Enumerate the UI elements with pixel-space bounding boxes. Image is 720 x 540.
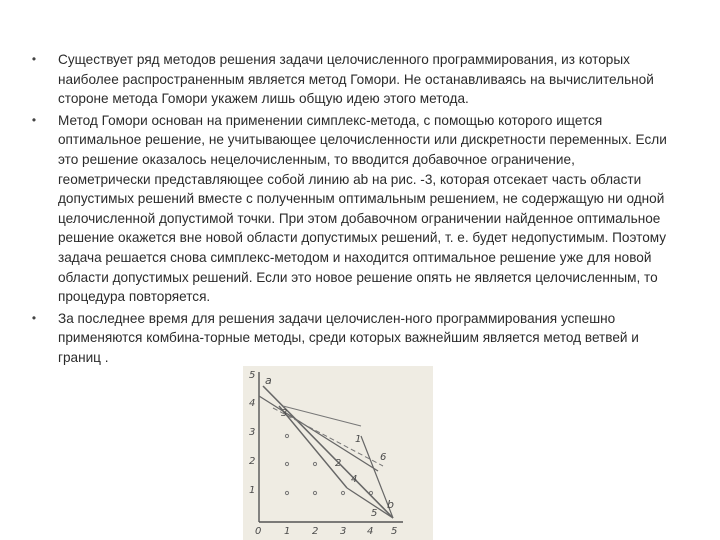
x-tick-label: 4 — [367, 526, 374, 537]
x-tick-label: 3 — [340, 526, 347, 537]
figure-svg — [243, 366, 433, 540]
x-tick-label: 0 — [255, 526, 262, 537]
bullet-item — [28, 50, 668, 109]
y-tick-label: 5 — [249, 370, 256, 381]
constraint-line-3 — [283, 406, 361, 426]
x-tick-label: 1 — [284, 526, 291, 537]
y-tick-label: 3 — [249, 427, 256, 438]
region-label-4: 4 — [351, 474, 358, 485]
objective-line-dashed — [273, 408, 383, 466]
bullet-text: Метод Гомори основан на применении симплекс-метода, с помощью которого ищется оптимальное решение, не учитывающее целочисленности или дискретности переменных. Если это решение оказалось нецелочисленным, то вводится добавочное ограничение, геометрически представляющее собой линию ab на рис. -3, которая отсекает часть области допустимых решений вместе с полученным оптимальным решением, не содержащую ни одной целочисленной допустимой точки. При этом добавочном ограничении найденное оптимальное решение окажется вне новой области допустимых решений, т. е. будет недопустимым. Поэтому задача решается снова симплекс-методом и находится оптимальное решение уже для новой области допустимых решений. Если это новое решение опять не является целочисленным, то процедура повторяется. — [58, 112, 667, 305]
region-label-2: 2 — [335, 458, 342, 469]
region-label-6: 6 — [380, 452, 387, 463]
bullet-marker: • — [31, 52, 37, 66]
point-label-b: b — [387, 498, 394, 511]
region-label-5: 5 — [371, 508, 378, 519]
y-tick-label: 1 — [249, 485, 256, 496]
x-tick-label: 5 — [391, 526, 398, 537]
bullet-marker: • — [31, 310, 37, 325]
y-tick-label: 4 — [249, 398, 256, 409]
y-tick-label: 2 — [249, 456, 256, 467]
bullet-item — [28, 309, 668, 368]
cut-line-ab — [263, 386, 393, 518]
gomori-cut-figure — [243, 366, 433, 540]
bullet-list — [28, 50, 668, 370]
point-label-a: a — [265, 374, 272, 387]
x-tick-label: 2 — [312, 526, 319, 537]
bullet-marker: • — [31, 112, 37, 127]
region-label-3: 3 — [281, 408, 288, 419]
region-label-1: 1 — [355, 434, 362, 445]
bullet-text: Существует ряд методов решения задачи целочисленного программирования, из которых наиболее распространенным является метод Гомори. Не останавливаясь на вычислительной стороне метода Гомори укажем лишь общую идею этого метода. — [58, 52, 654, 107]
constraint-line-2 — [279, 406, 347, 488]
bullet-item — [28, 111, 668, 307]
bullet-text: За последнее время для решения задачи целочислен-ного программирования успешно применяются комбина-торные методы, среди которых важнейшим является метод ветвей и границ . — [58, 310, 639, 365]
